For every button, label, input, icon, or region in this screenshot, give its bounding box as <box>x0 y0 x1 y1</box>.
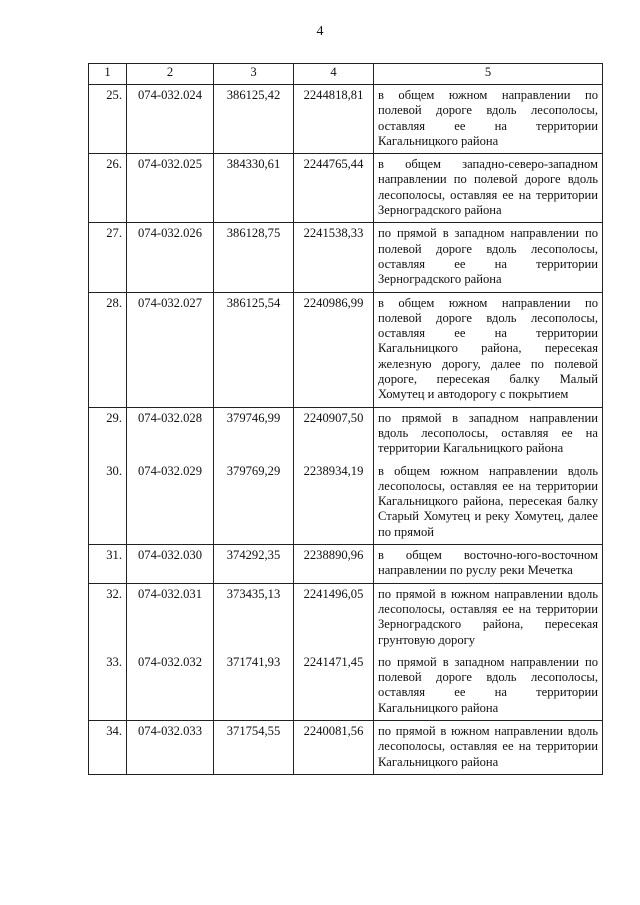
point-code: 074-032.029 <box>127 461 214 545</box>
table-row <box>89 720 603 774</box>
coordinate-x: 384330,61 <box>214 154 294 223</box>
table-row <box>89 154 603 223</box>
column-header-1: 1 <box>89 64 127 85</box>
row-number: 26. <box>89 154 127 223</box>
row-number: 33. <box>89 652 127 721</box>
column-header-4: 4 <box>294 64 374 85</box>
boundary-description: в общем южном направлении по полевой дороге вдоль лесополосы, оставляя ее на территории Кагальницкого района <box>374 85 603 154</box>
column-header-2: 2 <box>127 64 214 85</box>
coordinate-y: 2240986,99 <box>294 292 374 407</box>
boundary-description: в общем южном направлении по полевой дороге вдоль лесополосы, оставляя ее на территории Кагальницкого района, пересекая железную дорогу, далее по полевой дороге, пересекая балку Малый Хомутец и автодорогу с покрытием <box>374 292 603 407</box>
point-code: 074-032.026 <box>127 223 214 292</box>
coordinate-x: 373435,13 <box>214 583 294 652</box>
coordinate-y: 2240907,50 <box>294 407 374 460</box>
boundary-description: по прямой в западном направлении по полевой дороге вдоль лесополосы, оставляя ее на территории Кагальницкого района <box>374 652 603 721</box>
coordinate-y: 2238890,96 <box>294 545 374 584</box>
row-number: 34. <box>89 720 127 774</box>
coordinate-x: 386125,54 <box>214 292 294 407</box>
column-header-5: 5 <box>374 64 603 85</box>
point-code: 074-032.033 <box>127 720 214 774</box>
coordinate-x: 386125,42 <box>214 85 294 154</box>
boundary-description: в общем южном направлении вдоль лесополосы, оставляя ее на территории Кагальницкого района, пересекая балку Старый Хомутец и реку Хомутец, далее по прямой <box>374 461 603 545</box>
point-code: 074-032.028 <box>127 407 214 460</box>
coordinate-y: 2244765,44 <box>294 154 374 223</box>
table-row <box>89 223 603 292</box>
table-row <box>89 292 603 407</box>
coordinate-x: 371741,93 <box>214 652 294 721</box>
coordinate-x: 386128,75 <box>214 223 294 292</box>
row-number: 31. <box>89 545 127 584</box>
boundary-description: по прямой в южном направлении вдоль лесополосы, оставляя ее на территории Кагальницкого района <box>374 720 603 774</box>
table-row <box>89 545 603 584</box>
row-number: 29. <box>89 407 127 460</box>
point-code: 074-032.030 <box>127 545 214 584</box>
row-number: 28. <box>89 292 127 407</box>
row-number: 30. <box>89 461 127 545</box>
coordinate-y: 2240081,56 <box>294 720 374 774</box>
table-header-row <box>89 64 603 85</box>
boundary-description: по прямой в западном направлении вдоль лесополосы, оставляя ее на территории Кагальницкого района <box>374 407 603 460</box>
row-number: 25. <box>89 85 127 154</box>
point-code: 074-032.032 <box>127 652 214 721</box>
row-number: 32. <box>89 583 127 652</box>
point-code: 074-032.025 <box>127 154 214 223</box>
table-row <box>89 461 603 545</box>
coordinate-y: 2244818,81 <box>294 85 374 154</box>
coordinate-x: 379769,29 <box>214 461 294 545</box>
table-row <box>89 85 603 154</box>
table-row <box>89 583 603 652</box>
boundary-description: по прямой в южном направлении вдоль лесополосы, оставляя ее на территории Зерноградского района, пересекая грунтовую дорогу <box>374 583 603 652</box>
page-number: 4 <box>316 24 324 39</box>
coordinate-x: 374292,35 <box>214 545 294 584</box>
boundary-description: в общем западно-северо-западном направлении по полевой дороге вдоль лесополосы, оставляя ее на территории Зерноградского района <box>374 154 603 223</box>
boundary-description: по прямой в западном направлении по полевой дороге вдоль лесополосы, оставляя ее на территории Зерноградского района <box>374 223 603 292</box>
boundary-points-table <box>88 63 603 775</box>
table-row <box>89 407 603 460</box>
coordinate-y: 2241538,33 <box>294 223 374 292</box>
point-code: 074-032.031 <box>127 583 214 652</box>
boundary-description: в общем восточно-юго-восточном направлении по руслу реки Мечетка <box>374 545 603 584</box>
column-header-3: 3 <box>214 64 294 85</box>
coordinate-y: 2238934,19 <box>294 461 374 545</box>
table-row <box>89 652 603 721</box>
row-number: 27. <box>89 223 127 292</box>
point-code: 074-032.027 <box>127 292 214 407</box>
point-code: 074-032.024 <box>127 85 214 154</box>
coordinate-y: 2241496,05 <box>294 583 374 652</box>
coordinate-y: 2241471,45 <box>294 652 374 721</box>
coordinate-x: 379746,99 <box>214 407 294 460</box>
coordinate-x: 371754,55 <box>214 720 294 774</box>
